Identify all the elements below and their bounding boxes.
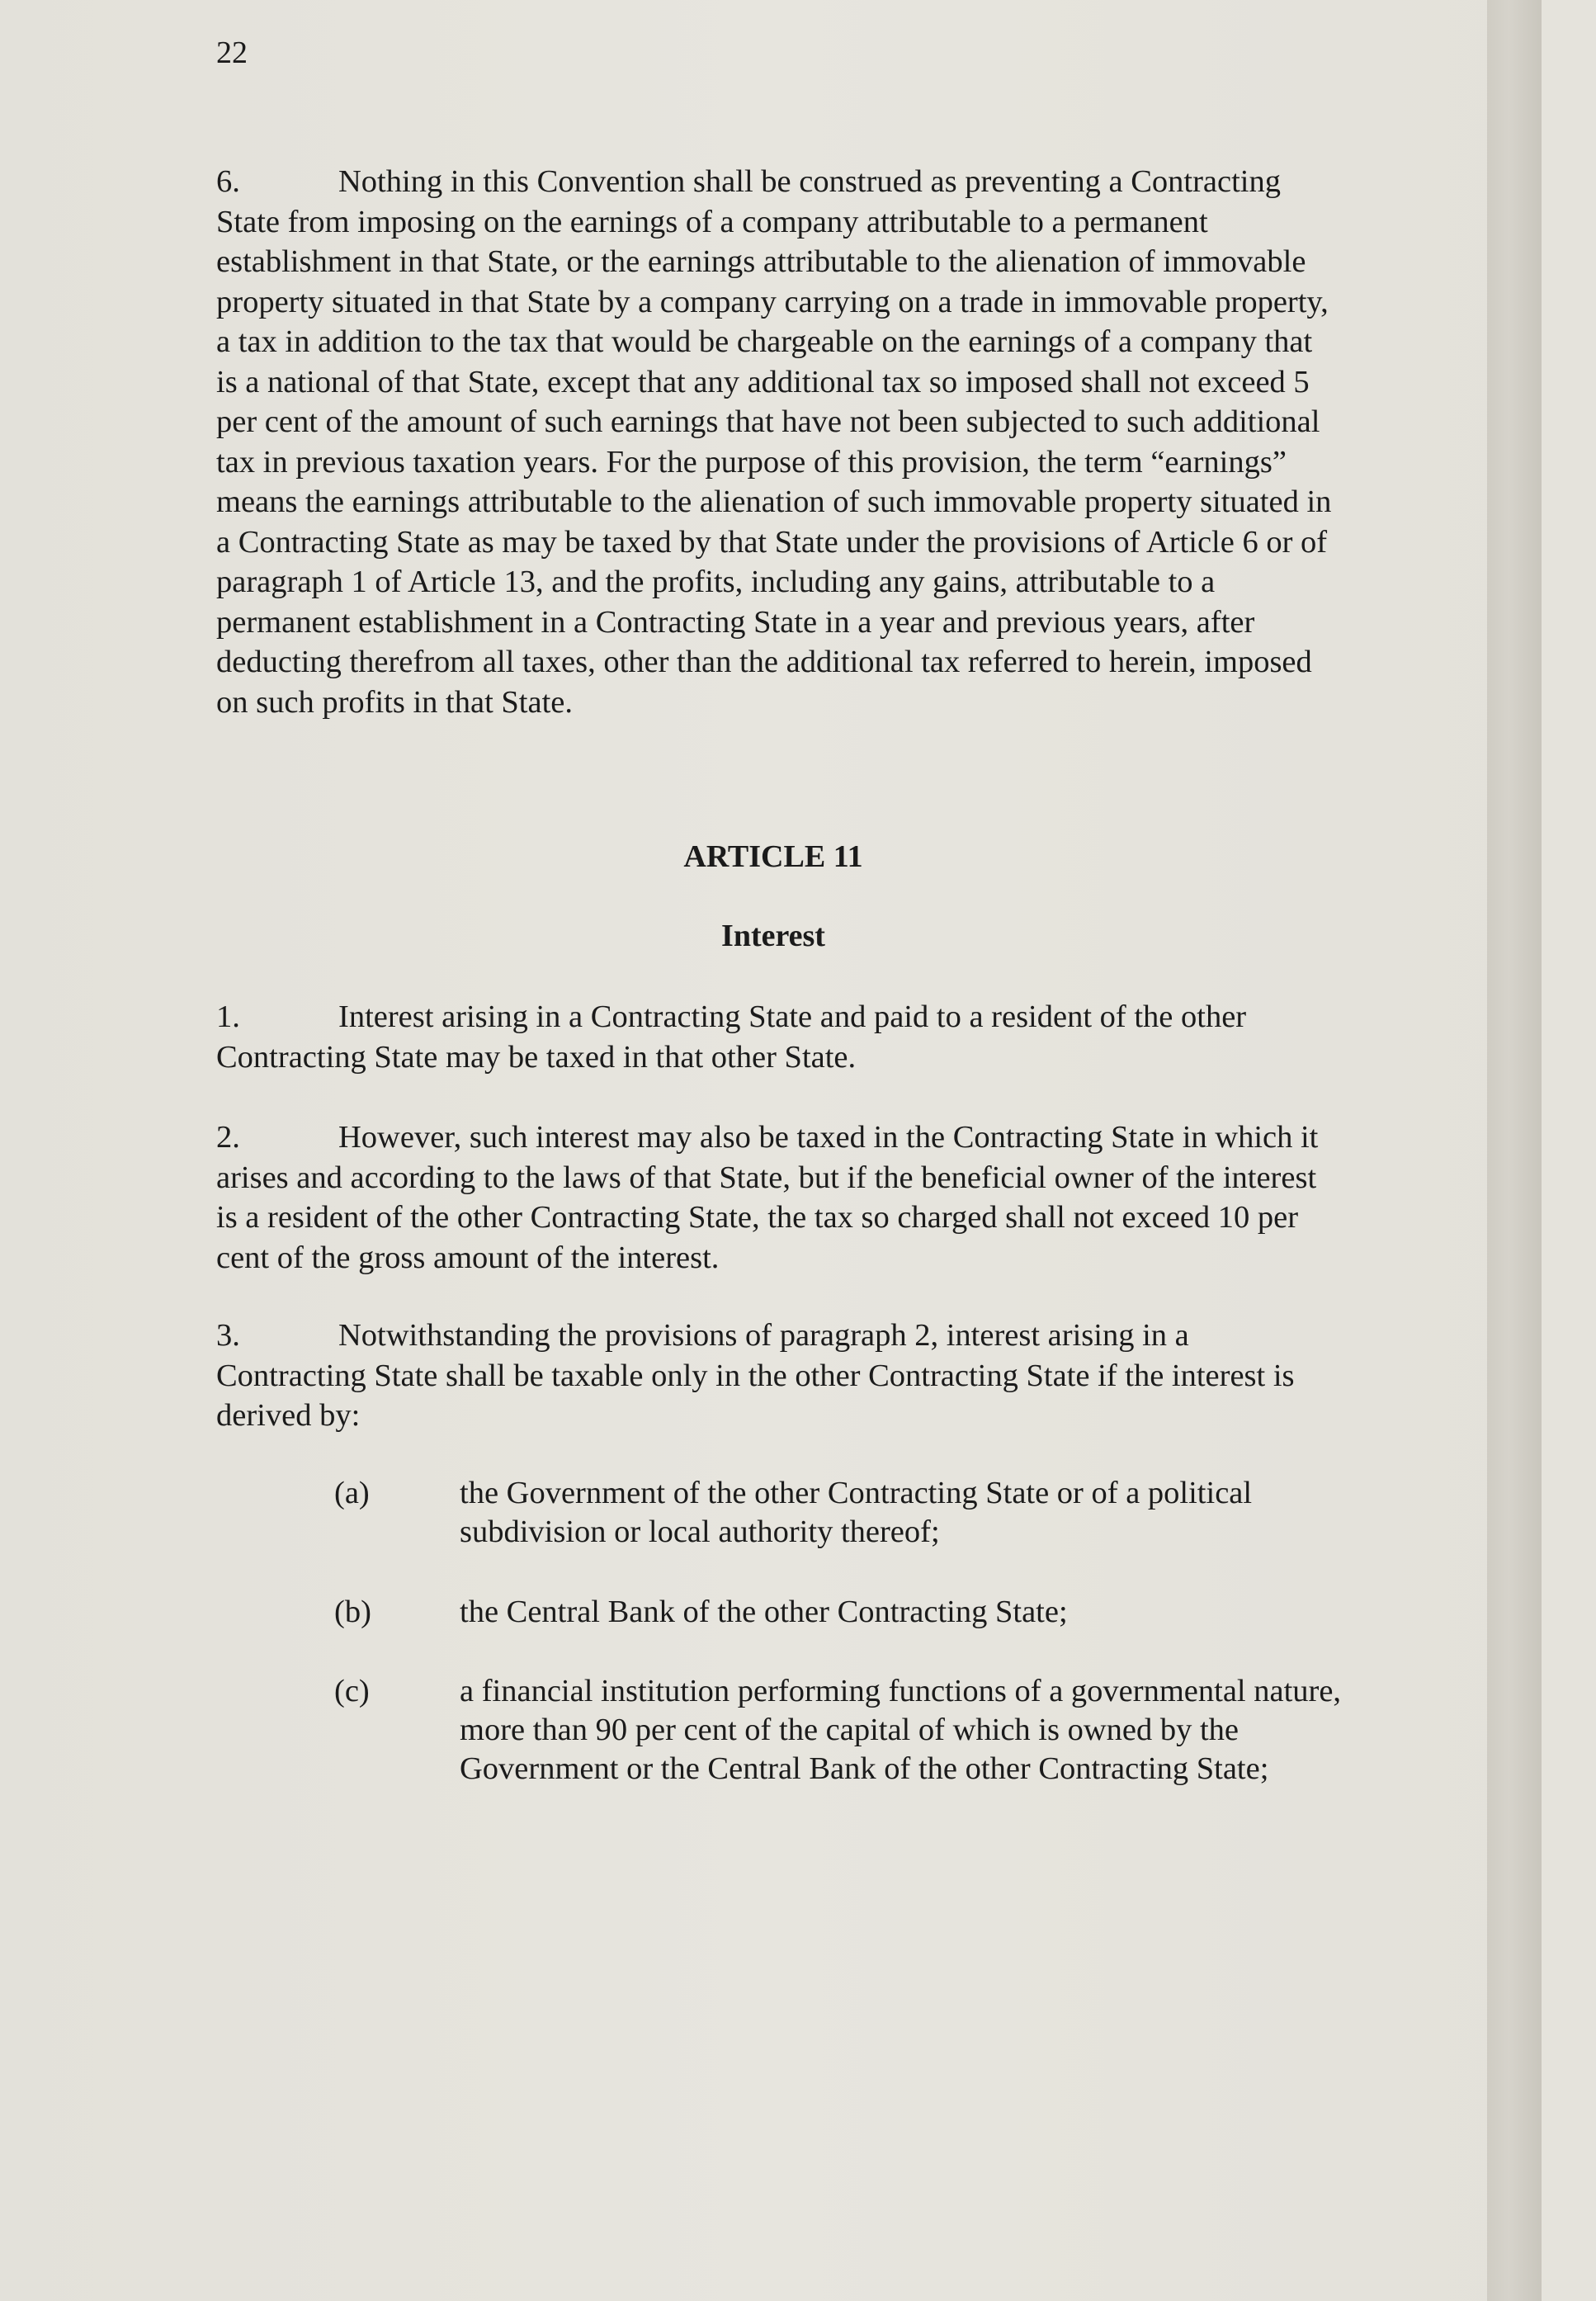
paragraph-number: 6. — [216, 164, 240, 199]
paragraph-text: Notwithstanding the provisions of paragraph 2, interest arising in a Contracting State shall be taxable only in the other Contracting State if the interest is derived by: — [216, 1318, 1295, 1433]
subitem-label: (b) — [334, 1595, 371, 1629]
subitem-text: the Government of the other Contracting State or of a political subdivision or local authority thereof; — [460, 1476, 1253, 1549]
paragraph-1 — [216, 997, 1339, 1077]
subitem-label: (c) — [334, 1674, 370, 1708]
page-number: 22 — [216, 35, 248, 70]
subitem-text: the Central Bank of the other Contracting State; — [460, 1595, 1068, 1629]
subitem-label: (a) — [334, 1476, 370, 1510]
paragraph-number: 1. — [216, 999, 240, 1034]
paragraph-3 — [216, 1316, 1339, 1436]
paragraph-2 — [216, 1117, 1339, 1278]
paragraph-number: 3. — [216, 1318, 240, 1353]
paragraph-text: Nothing in this Convention shall be construed as preventing a Contracting State from imposing on the earnings of a company attributable to a permanent establishment in that State, or the earnings attributable to the alienation of immovable property situated in that State by a company carrying on a trade in immovable property, a tax in addition to the tax that would be chargeable on the earnings of a company that is a national of that State, except that any additional tax so imposed shall not exceed 5 per cent of the amount of such earnings that have not been subjected to such additional tax in previous taxation years. For the purpose of this provision, the term “earnings” means the earnings attributable to the alienation of such immovable property situated in a Contracting State as may be taxed by that State under the provisions of Article 6 or of paragraph 1 of Article 13, and the profits, including any gains, attributable to a permanent establishment in a Contracting State in a year and previous years, after deducting therefrom all taxes, other than the additional tax referred to herein, imposed on such profits in that State. — [216, 164, 1332, 720]
paragraph-text: Interest arising in a Contracting State and paid to a resident of the other Contracting State may be taxed in that other State. — [216, 999, 1247, 1075]
subitem-text: a financial institution performing functions of a governmental nature, more than 90 per cent of the capital of which is owned by the Government or the Central Bank of the other Contracting State; — [460, 1674, 1342, 1786]
article-subtitle: Interest — [721, 919, 825, 953]
paragraph-6 — [216, 162, 1339, 722]
page-edge-shadow — [1487, 0, 1542, 2301]
article-title: ARTICLE 11 — [683, 839, 863, 874]
paragraph-number: 2. — [216, 1120, 240, 1155]
paragraph-text: However, such interest may also be taxed in the Contracting State in which it arises and according to the laws of that State, but if the beneficial owner of the interest is a resident of the other Contracting State, the tax so charged shall not exceed 10 per cent of the gross amount of the interest. — [216, 1120, 1319, 1275]
